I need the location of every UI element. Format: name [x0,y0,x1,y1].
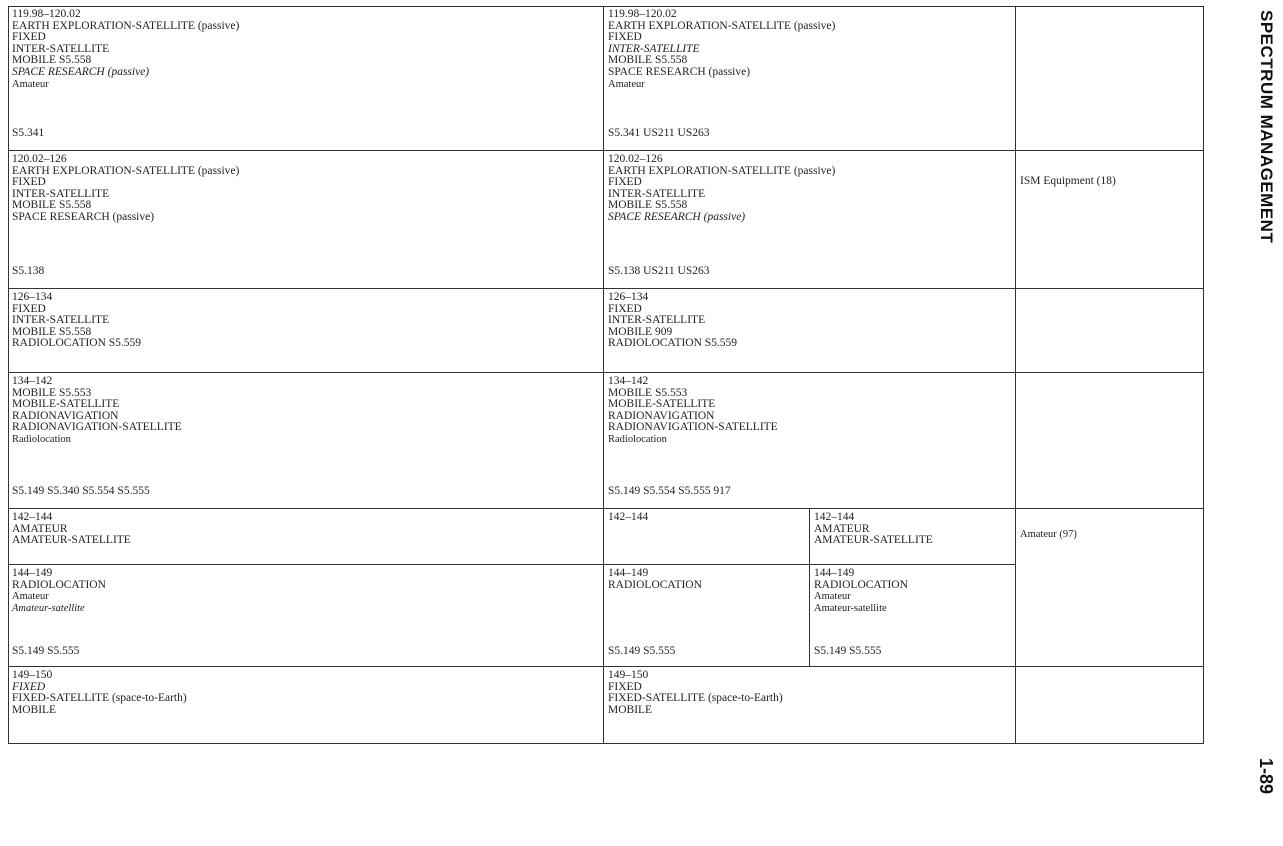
footnotes: S5.149 S5.340 S5.554 S5.555 [12,485,150,497]
service-line: RADIOLOCATION [12,578,106,591]
table-cell [1016,373,1204,509]
service-line: Amateur [12,78,49,90]
footnotes: S5.341 [12,127,45,139]
service-line: Amateur-satellite [814,602,887,614]
band-range: 149–150 [12,669,53,681]
band-range: 126–134 [12,291,53,303]
table-cell [8,509,604,565]
service-line: MOBILE S5.558 [12,54,92,67]
table-cell [810,509,1016,565]
rule-part: Amateur (97) [1020,529,1077,540]
table-cell [8,667,604,744]
footnotes: S5.149 S5.555 [12,645,80,657]
page-number-text: 1-89 [1256,758,1276,795]
band-range: 142–144 [12,511,53,523]
table-cell [604,667,1016,744]
service-line: RADIOLOCATION S5.559 [608,337,738,350]
service-line: FIXED [12,31,46,44]
band-range: 119.98–120.02 [12,8,81,20]
table-cell [604,6,1016,151]
service-line: MOBILE-SATELLITE [12,398,120,411]
service-line: RADIONAVIGATION [12,409,119,422]
service-line: MOBILE S5.553 [12,386,92,399]
service-line: MOBILE S5.558 [608,54,688,67]
footnotes: S5.149 S5.554 S5.555 917 [608,485,731,497]
table-cell [1016,6,1204,151]
band-range: 149–150 [608,669,649,681]
table-cell [604,373,1016,509]
table-cell [810,565,1016,667]
service-line: INTER-SATELLITE [608,42,700,55]
service-line: SPACE RESEARCH (passive) [12,65,150,78]
band-range: 120.02–126 [608,153,663,165]
service-line: MOBILE-SATELLITE [608,398,716,411]
band-range: 142–144 [608,511,649,523]
band-range: 144–149 [608,567,649,579]
table-cell [1016,509,1204,667]
table-cell [1016,667,1204,744]
band-range: 144–149 [814,567,855,579]
service-line: FIXED [608,680,642,693]
service-line: Amateur [12,591,49,603]
service-line: RADIONAVIGATION-SATELLITE [608,421,778,434]
service-line: FIXED [12,302,46,315]
rule-part: ISM Equipment (18) [1020,175,1116,187]
service-line: MOBILE S5.553 [608,386,688,399]
service-line: Radiolocation [608,433,667,445]
service-line: EARTH EXPLORATION-SATELLITE (passive) [608,164,836,177]
service-line: FIXED [608,302,642,315]
service-line: RADIOLOCATION [814,578,908,591]
band-range: 142–144 [814,511,855,523]
service-line: AMATEUR [814,522,870,535]
service-line: AMATEUR-SATELLITE [814,534,933,547]
footnotes: S5.149 S5.555 [814,645,882,657]
service-line: FIXED [12,680,46,693]
service-line: RADIOLOCATION [608,578,702,591]
band-range: 126–134 [608,291,649,303]
service-line: EARTH EXPLORATION-SATELLITE (passive) [12,19,240,32]
page-section-title [1246,10,1276,310]
table-cell [604,151,1016,289]
service-line: FIXED [608,176,642,189]
table-cell [1016,151,1204,289]
service-line: EARTH EXPLORATION-SATELLITE (passive) [12,164,240,177]
service-line: Amateur [814,591,851,603]
service-line: INTER-SATELLITE [12,314,110,327]
service-line: MOBILE [608,703,653,716]
allocation-table [8,6,1204,744]
footnotes: S5.138 US211 US263 [608,265,710,277]
service-line: SPACE RESEARCH (passive) [608,210,746,223]
section-title-text: SPECTRUM MANAGEMENT [1257,10,1276,244]
service-line: Amateur [608,78,645,90]
service-line: INTER-SATELLITE [608,314,706,327]
band-range: 134–142 [608,375,649,387]
service-line: RADIONAVIGATION-SATELLITE [12,421,182,434]
service-line: Amateur-satellite [12,602,85,614]
page-number [1246,758,1276,818]
service-line: RADIOLOCATION S5.559 [12,337,142,350]
service-line: SPACE RESEARCH (passive) [608,65,751,78]
table-cell [604,565,810,667]
band-range: 134–142 [12,375,53,387]
footnotes: S5.138 [12,265,45,277]
service-line: SPACE RESEARCH (passive) [12,210,155,223]
table-cell [8,151,604,289]
service-line: AMATEUR [12,522,68,535]
band-range: 120.02–126 [12,153,67,165]
table-cell [8,6,604,151]
service-line: EARTH EXPLORATION-SATELLITE (passive) [608,19,836,32]
service-line: INTER-SATELLITE [608,187,706,200]
table-cell [604,509,810,565]
table-cell [604,289,1016,373]
service-line: FIXED-SATELLITE (space-to-Earth) [12,692,187,705]
footnotes: S5.149 S5.555 [608,645,676,657]
service-line: Radiolocation [12,433,71,445]
service-line: AMATEUR-SATELLITE [12,534,131,547]
band-range: 119.98–120.02 [608,8,677,20]
service-line: RADIONAVIGATION [608,409,715,422]
service-line: FIXED [12,176,46,189]
band-range: 144–149 [12,567,53,579]
service-line: FIXED-SATELLITE (space-to-Earth) [608,692,783,705]
table-cell [1016,289,1204,373]
service-line: MOBILE [12,703,57,716]
table-cell [8,289,604,373]
service-line: INTER-SATELLITE [12,42,110,55]
footnotes: S5.341 US211 US263 [608,127,710,139]
service-line: MOBILE S5.558 [12,199,92,212]
table-cell [8,565,604,667]
service-line: MOBILE S5.558 [12,325,92,338]
service-line: INTER-SATELLITE [12,187,110,200]
service-line: FIXED [608,31,642,44]
table-cell [8,373,604,509]
service-line: MOBILE 909 [608,325,673,338]
service-line: MOBILE S5.558 [608,199,688,212]
